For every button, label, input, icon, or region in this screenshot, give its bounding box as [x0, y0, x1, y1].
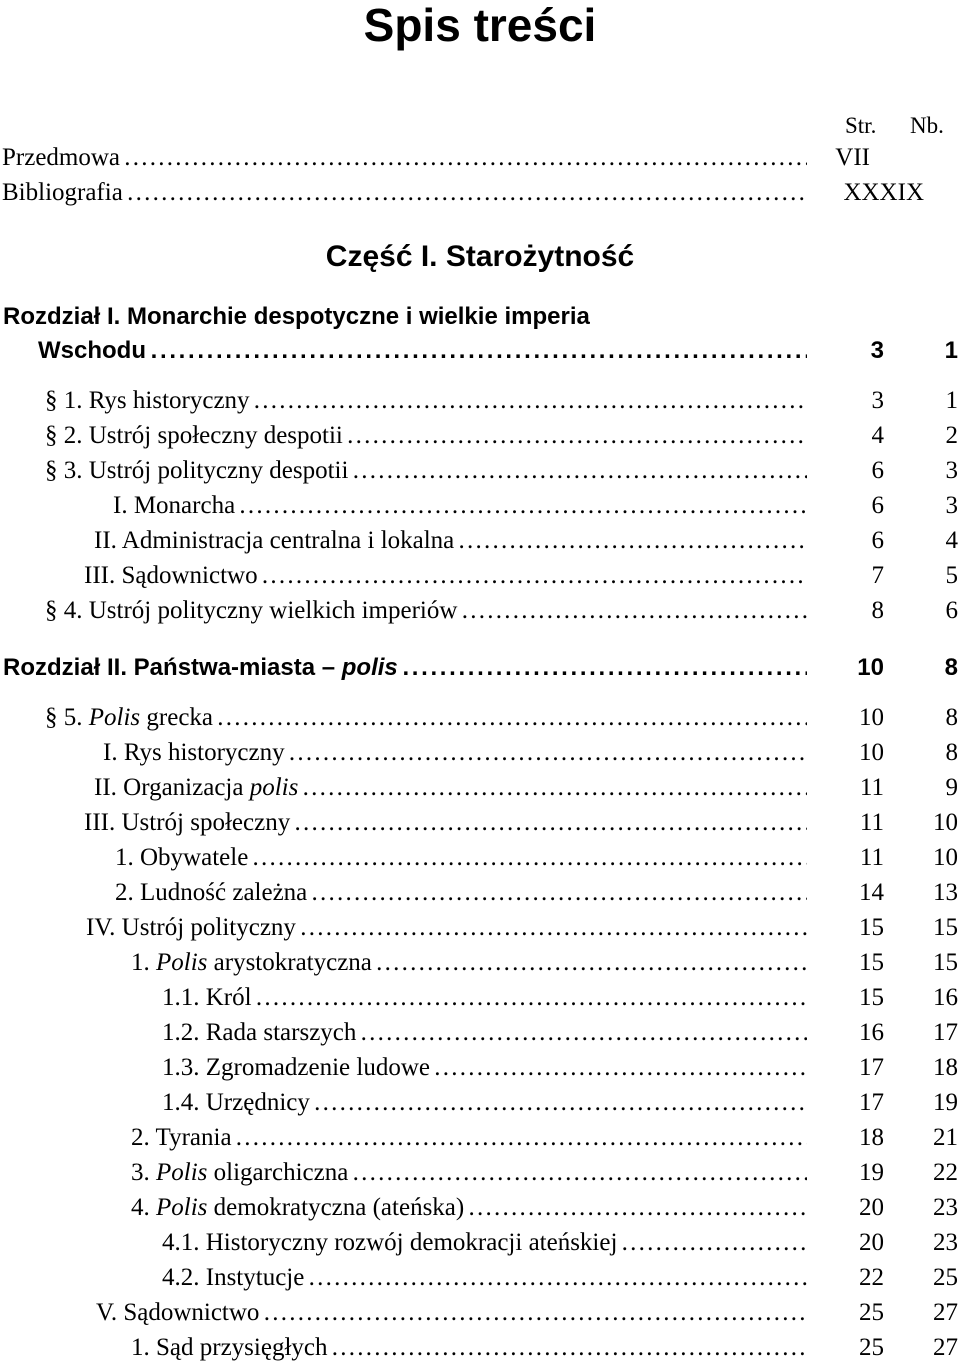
- toc-entry-page: 25: [859, 1334, 884, 1361]
- toc-entry-italic: Polis: [156, 1159, 208, 1186]
- toc-entry-margin-number: 1: [945, 387, 958, 414]
- toc-entry-label: § 3. Ustrój polityczny despotii . . .: [45, 456, 807, 486]
- toc-entry-label: 2. Tyrania . . .: [131, 1123, 807, 1153]
- toc-entry-page: 3: [871, 387, 884, 414]
- toc-entry-page: 19: [859, 1159, 884, 1186]
- toc-entry: [0, 561, 960, 591]
- toc-entry: [0, 1088, 960, 1118]
- toc-entry-margin-number: 1: [944, 337, 958, 364]
- toc-entry-page: 11: [859, 809, 884, 836]
- toc-entry-page: 17: [859, 1054, 884, 1081]
- toc-entry: [0, 773, 960, 803]
- toc-entry-label: 1. Sąd przysięgłych . . .: [131, 1333, 807, 1363]
- toc-entry-page: 15: [859, 949, 884, 976]
- toc-entry: [0, 456, 960, 486]
- toc-entry-label: [131, 1193, 807, 1223]
- toc-entry-label: V. Sądownictwo . . .: [96, 1298, 807, 1328]
- toc-entry-italic: Polis: [156, 1194, 208, 1221]
- toc-entry-label: III. Ustrój społeczny . . .: [84, 808, 807, 838]
- toc-entry: [0, 1298, 960, 1328]
- toc-entry: [0, 983, 960, 1013]
- toc-entry-margin-number: 6: [945, 597, 958, 624]
- toc-entry-text: 1.: [131, 949, 156, 976]
- toc-entry-page: 11: [859, 844, 884, 871]
- toc-entry: [0, 738, 960, 768]
- toc-entry: [0, 843, 960, 873]
- toc-entry-margin-number: 10: [933, 844, 958, 871]
- toc-entry-margin-number: 23: [933, 1229, 958, 1256]
- toc-entry-label: [131, 1158, 807, 1188]
- toc-entry-margin-number: 18: [933, 1054, 958, 1081]
- toc-entry-label: Przedmowa . . .: [2, 143, 807, 173]
- toc-entry-margin-number: 10: [933, 809, 958, 836]
- toc-entry-page: 7: [871, 562, 884, 589]
- toc-entry-page: VII: [835, 144, 870, 171]
- toc-entry-margin-number: 13: [933, 879, 958, 906]
- toc-entry-page: XXXIX: [843, 179, 924, 206]
- toc-entry: [0, 143, 960, 173]
- toc-entry-page: 3: [870, 337, 884, 364]
- toc-entry: [0, 878, 960, 908]
- toc-entry-page: 6: [871, 457, 884, 484]
- toc-entry-text: II. Organizacja: [94, 774, 250, 801]
- toc-entry-margin-number: 15: [933, 949, 958, 976]
- chapter-title: Rozdział I. Monarchie despotyczne i wielkie imperia: [3, 303, 590, 330]
- toc-entry-page: 4: [871, 422, 884, 449]
- toc-entry: [0, 386, 960, 416]
- toc-entry-margin-number: 27: [933, 1334, 958, 1361]
- toc-entry-margin-number: 8: [944, 654, 958, 681]
- column-header-page: Str.: [845, 113, 877, 138]
- toc-entry: [0, 491, 960, 521]
- toc-entry-margin-number: 3: [945, 457, 958, 484]
- toc-entry-text: 4.: [131, 1194, 156, 1221]
- chapter-title: [3, 653, 807, 683]
- toc-entry-text: 3.: [131, 1159, 156, 1186]
- toc-entry-page: 16: [859, 1019, 884, 1046]
- toc-entry: [0, 1263, 960, 1293]
- toc-entry: [0, 1158, 960, 1188]
- toc-entry-label: 1.1. Król . . .: [162, 983, 807, 1013]
- toc-entry-label: § 2. Ustrój społeczny despotii . . .: [45, 421, 807, 451]
- toc-entry-page: 18: [859, 1124, 884, 1151]
- toc-entry-page: 17: [859, 1089, 884, 1116]
- toc-entry-label: § 4. Ustrój polityczny wielkich imperiów . . .: [45, 596, 807, 626]
- toc-entry-label: Wschodu . . .: [38, 336, 807, 366]
- toc-entry: [0, 421, 960, 451]
- toc-entry-label: III. Sądownictwo . . .: [84, 561, 807, 591]
- toc-entry-margin-number: 9: [945, 774, 958, 801]
- toc-entry-page: 6: [871, 527, 884, 554]
- toc-entry-label: 4.2. Instytucje . . .: [162, 1263, 807, 1293]
- toc-entry-label: 2. Ludność zależna . . .: [115, 878, 807, 908]
- toc-entry-page: 10: [859, 704, 884, 731]
- toc-entry: [0, 596, 960, 626]
- toc-entry-page: 15: [859, 914, 884, 941]
- toc-entry: [0, 703, 960, 733]
- toc-entry-page: 10: [859, 739, 884, 766]
- toc-entry-label: Bibliografia . . .: [2, 178, 807, 208]
- toc-entry: [0, 1228, 960, 1258]
- toc-entry-text: grecka: [140, 704, 214, 731]
- toc-entry-page: 8: [871, 597, 884, 624]
- toc-entry: [0, 913, 960, 943]
- toc-entry: [0, 808, 960, 838]
- toc-entry-margin-number: 22: [933, 1159, 958, 1186]
- toc-entry: [0, 653, 960, 683]
- toc-entry: [0, 1123, 960, 1153]
- toc-entry-label: § 1. Rys historyczny . . .: [45, 386, 807, 416]
- toc-entry-label: [131, 948, 807, 978]
- toc-entry-page: 20: [859, 1194, 884, 1221]
- toc-entry-margin-number: 3: [945, 492, 958, 519]
- chapter-title-italic: polis: [341, 654, 398, 681]
- toc-entry-page: 25: [859, 1299, 884, 1326]
- toc-entry-page: 10: [857, 654, 884, 681]
- toc-entry-label: 1.4. Urzędnicy . . .: [162, 1088, 807, 1118]
- toc-entry-margin-number: 21: [933, 1124, 958, 1151]
- toc-entry-page: 20: [859, 1229, 884, 1256]
- column-header-margin-number: Nb.: [910, 113, 944, 138]
- toc-entry-page: 22: [859, 1264, 884, 1291]
- toc-entry-margin-number: 19: [933, 1089, 958, 1116]
- toc-entry-label: I. Rys historyczny . . .: [103, 738, 807, 768]
- toc-entry-margin-number: 16: [933, 984, 958, 1011]
- toc-entry-label: 1.3. Zgromadzenie ludowe . . .: [162, 1053, 807, 1083]
- toc-entry-label: 4.1. Historyczny rozwój demokracji ateńskiej . . .: [162, 1228, 807, 1258]
- toc-entry-label: 1.2. Rada starszych . . .: [162, 1018, 807, 1048]
- toc-entry-margin-number: 5: [945, 562, 958, 589]
- toc-entry-label: IV. Ustrój polityczny . . .: [86, 913, 807, 943]
- toc-entry-label: 1. Obywatele . . .: [115, 843, 807, 873]
- toc-entry-label: [45, 703, 807, 733]
- toc-entry-page: 11: [859, 774, 884, 801]
- toc-entry-page: 14: [859, 879, 884, 906]
- toc-entry-italic: Polis: [88, 704, 141, 731]
- toc-entry-label: I. Monarcha . . .: [113, 491, 807, 521]
- toc-entry-text: arystokratyczna: [207, 949, 372, 976]
- toc-entry-label: II. Administracja centralna i lokalna . . .: [94, 526, 807, 556]
- toc-entry-page: 6: [871, 492, 884, 519]
- toc-entry: [0, 948, 960, 978]
- toc-entry-text: oligarchiczna: [207, 1159, 349, 1186]
- part-title: Część I. Starożytność: [325, 240, 635, 273]
- toc-entry-margin-number: 27: [933, 1299, 958, 1326]
- toc-entry-margin-number: 17: [933, 1019, 958, 1046]
- toc-entry: [0, 526, 960, 556]
- toc-entry-margin-number: 15: [933, 914, 958, 941]
- toc-entry-text: § 5.: [45, 704, 89, 731]
- toc-entry-margin-number: 25: [933, 1264, 958, 1291]
- toc-entry: [0, 1193, 960, 1223]
- page-title: Spis treści: [363, 0, 597, 51]
- toc-entry-text: demokratyczna (ateńska): [207, 1194, 465, 1221]
- toc-entry-margin-number: 23: [933, 1194, 958, 1221]
- toc-entry-page: 15: [859, 984, 884, 1011]
- toc-entry: [0, 1053, 960, 1083]
- toc-entry: [0, 1333, 960, 1363]
- toc-entry-margin-number: 8: [945, 739, 958, 766]
- toc-entry-italic: polis: [249, 774, 299, 801]
- toc-entry-margin-number: 2: [945, 422, 958, 449]
- toc-entry-italic: Polis: [156, 949, 208, 976]
- toc-entry-label: [94, 773, 807, 803]
- toc-entry: [0, 336, 960, 366]
- chapter-title-text: Rozdział II. Państwa-miasta –: [3, 654, 342, 681]
- toc-entry-margin-number: 8: [945, 704, 958, 731]
- toc-entry: [0, 178, 960, 208]
- toc-entry-margin-number: 4: [945, 527, 958, 554]
- toc-entry: [0, 1018, 960, 1048]
